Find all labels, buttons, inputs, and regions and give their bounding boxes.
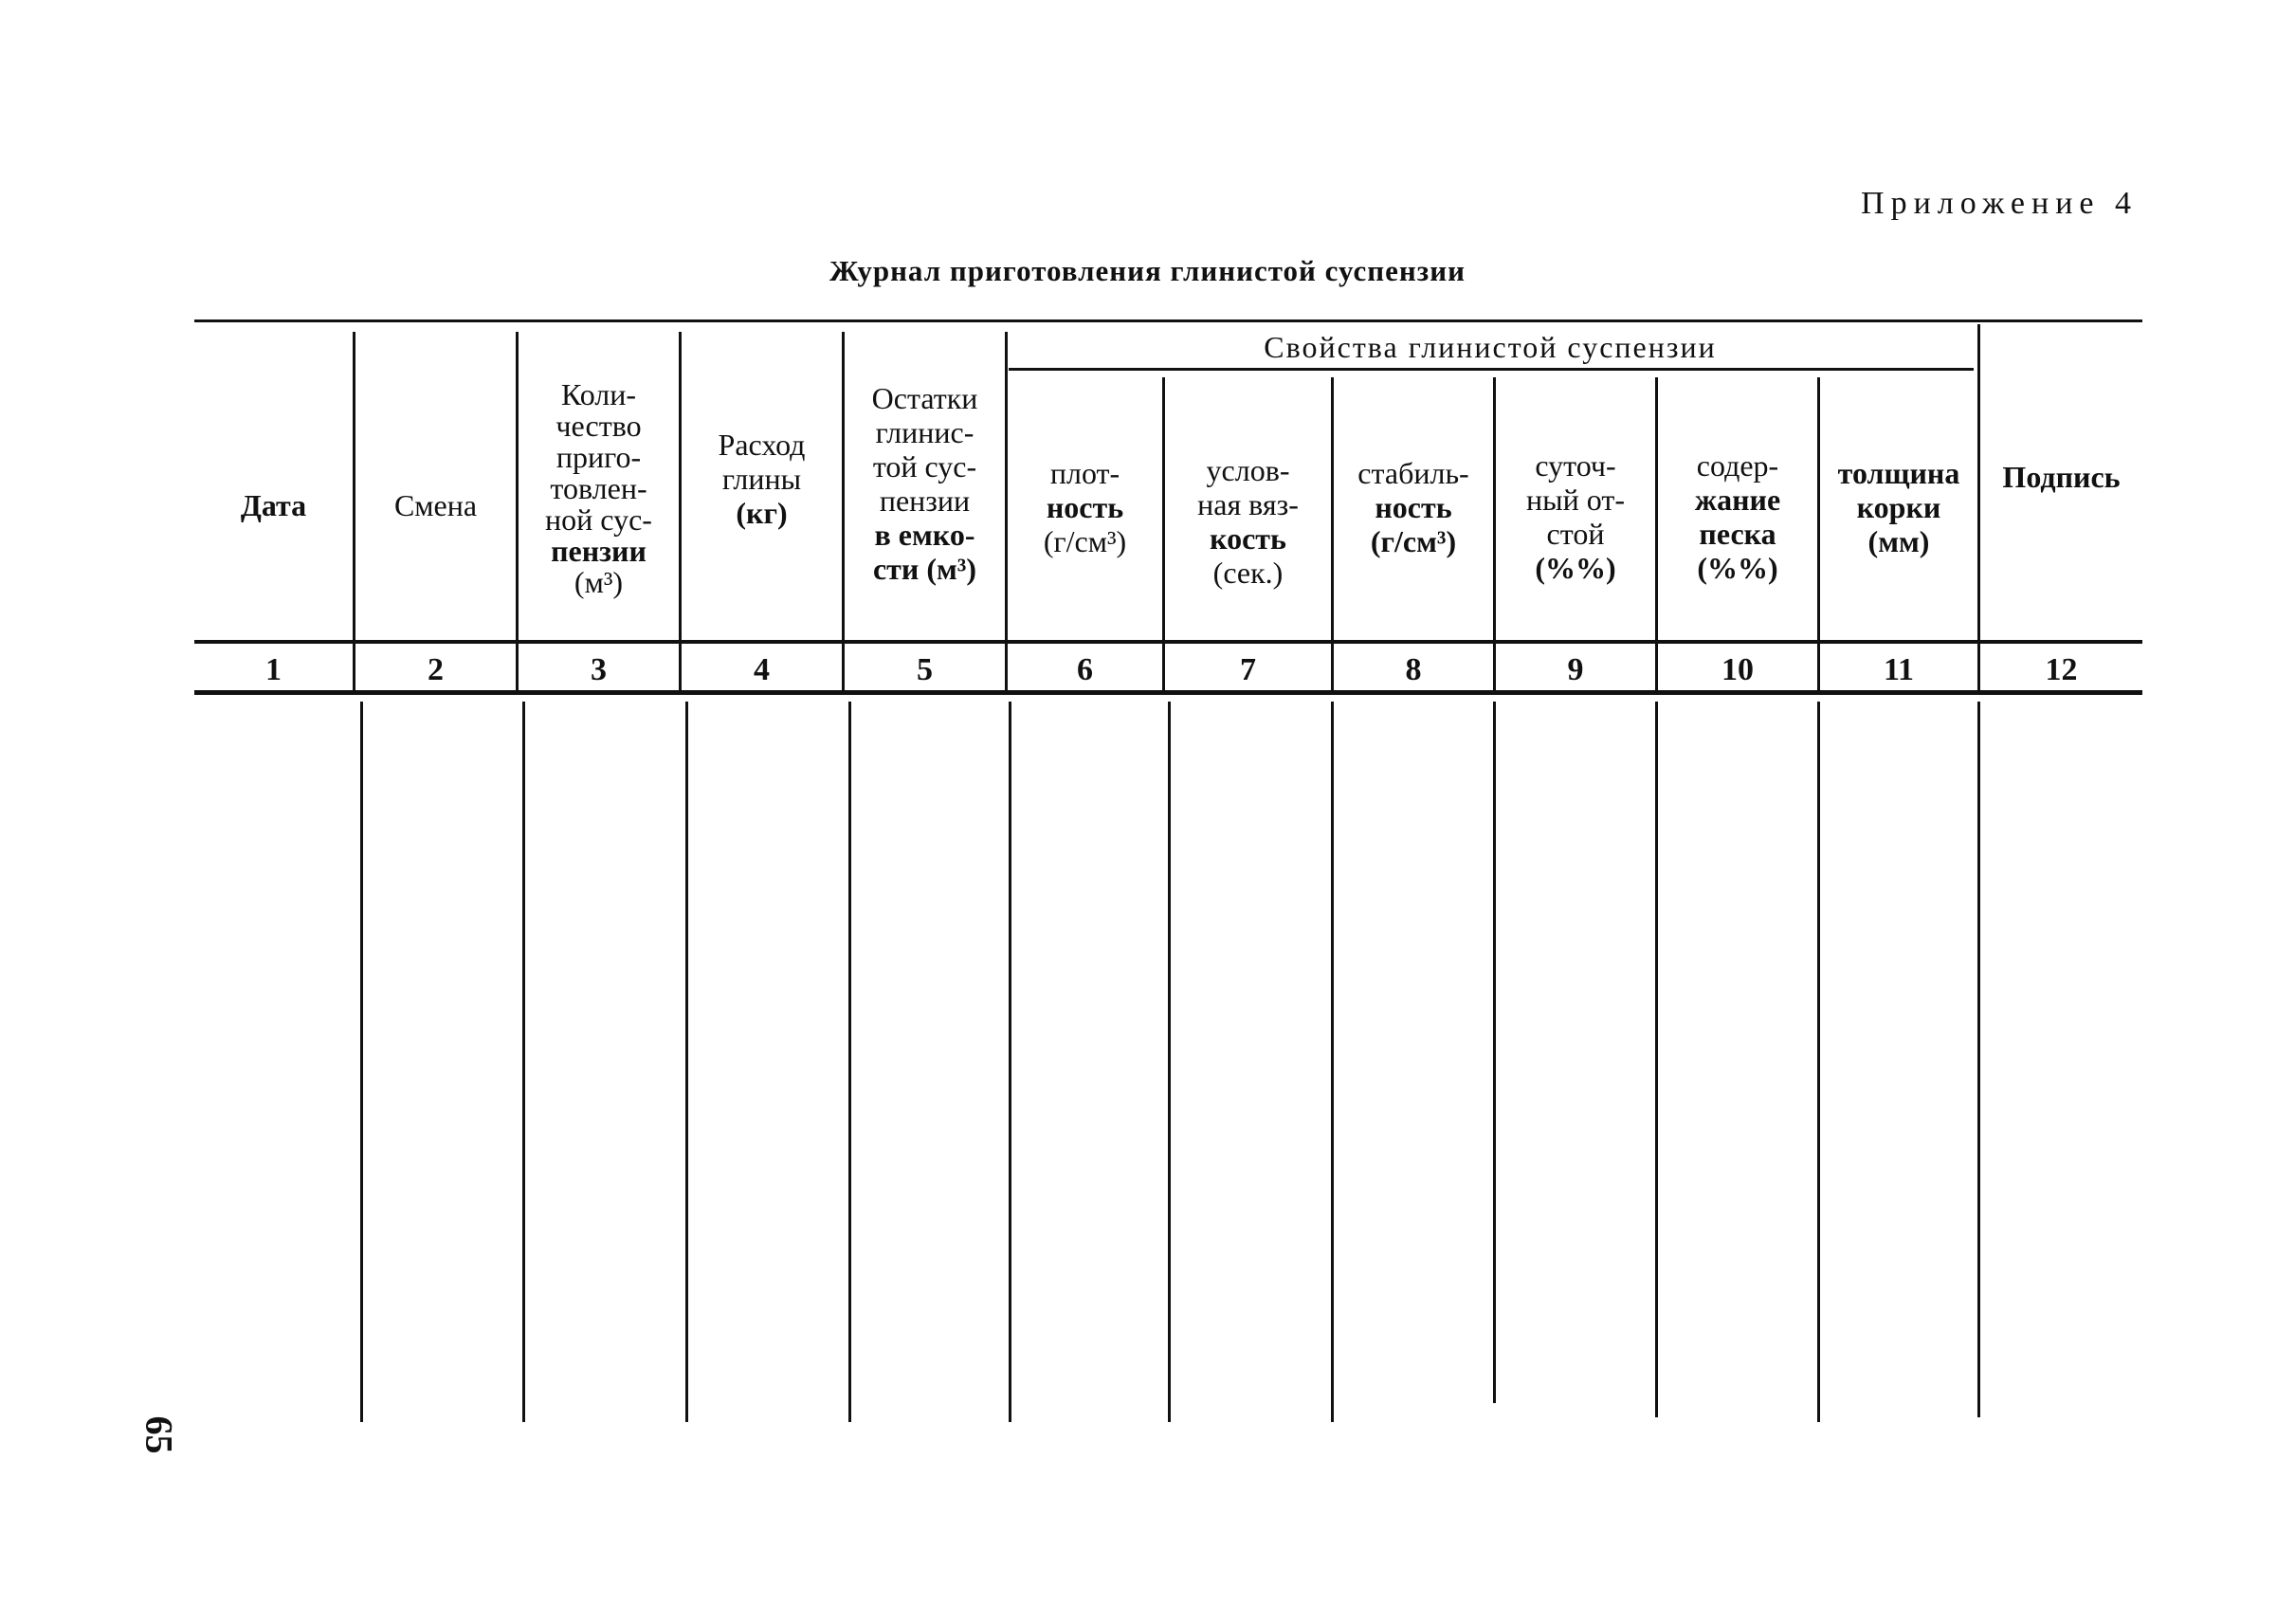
number-row-rule (194, 640, 2142, 644)
column-number: 7 (1240, 652, 1256, 687)
column-number: 12 (2045, 652, 2078, 687)
body-column-divider (1168, 702, 1171, 1422)
page-title: Журнал приготовления глинистой суспензии (829, 254, 1466, 287)
header-line: (сек.) (1212, 556, 1284, 590)
column-number: 6 (1077, 652, 1093, 687)
header-line: толщина (1837, 456, 1960, 490)
body-column-divider (360, 702, 363, 1422)
header-line: Смена (393, 487, 478, 522)
body-column-divider (1493, 702, 1496, 1403)
header-line: Расход (718, 428, 806, 462)
header-line: стой (1546, 517, 1605, 551)
header-line: стабиль- (1357, 456, 1469, 490)
header-line: пензии (879, 484, 971, 518)
header-line: ная вяз- (1197, 487, 1299, 521)
header-line: той сус- (872, 449, 977, 484)
column-number: 8 (1405, 652, 1422, 687)
column-number: 1 (265, 652, 282, 687)
header-line: (г/см³) (1043, 524, 1127, 558)
header-line: пензии (551, 533, 647, 568)
header-line: Коли- (560, 376, 637, 411)
column-number: 10 (1721, 652, 1754, 687)
header-sand-content (1658, 441, 1817, 593)
column-number: 3 (591, 652, 607, 687)
header-density (1008, 446, 1162, 569)
header-line: жание (1694, 483, 1781, 517)
body-column-divider (522, 702, 525, 1422)
column-number: 5 (917, 652, 933, 687)
header-quantity (519, 351, 679, 626)
header-date (194, 374, 353, 635)
body-column-divider (1817, 702, 1820, 1422)
header-line: Дата (240, 487, 307, 522)
header-line: (м³) (574, 564, 624, 599)
header-line: приго- (556, 439, 642, 474)
header-line: услов- (1206, 453, 1290, 487)
column-number: 4 (754, 652, 770, 687)
header-line: содер- (1696, 448, 1779, 483)
header-line: глинис- (875, 415, 974, 449)
appendix-label: Приложение 4 (1861, 186, 2138, 221)
column-number: 2 (428, 652, 444, 687)
column-number: 9 (1567, 652, 1584, 687)
header-line: товлен- (550, 470, 647, 505)
group-header: Свойства глинистой суспензии (1264, 330, 1717, 364)
header-line: ность (1046, 490, 1124, 524)
header-line: Подпись (2002, 459, 2121, 494)
header-line: Остатки (871, 381, 978, 415)
body-column-divider (1331, 702, 1334, 1422)
table-top-rule (194, 319, 2142, 322)
header-remaining-suspension (845, 370, 1005, 597)
header-line: (кг) (736, 496, 788, 530)
header-line: ность (1375, 490, 1452, 524)
header-shift (355, 374, 516, 635)
header-line: чество (556, 408, 642, 443)
header-viscosity (1165, 446, 1331, 597)
header-line: ной сус- (545, 502, 652, 537)
header-line: (г/см³) (1370, 524, 1457, 558)
header-line: (%%) (1535, 551, 1616, 585)
header-line: ный от- (1526, 483, 1625, 517)
body-column-divider (1977, 702, 1980, 1417)
header-line: суточ- (1535, 448, 1616, 483)
header-line: плот- (1049, 456, 1120, 490)
table-header-bottom-rule (194, 690, 2142, 695)
column-number: 11 (1883, 652, 1915, 687)
body-column-divider (848, 702, 851, 1422)
page-number: 65 (137, 1415, 181, 1454)
body-column-divider (1655, 702, 1658, 1417)
header-cake-thickness (1820, 446, 1977, 569)
header-line: (мм) (1867, 524, 1930, 558)
header-signature (1980, 374, 2142, 578)
header-line: корки (1856, 490, 1941, 524)
header-daily-settling (1496, 441, 1655, 593)
body-column-divider (685, 702, 688, 1422)
header-line: песка (1699, 517, 1776, 551)
group-header-rule (1009, 368, 1974, 371)
header-line: кость (1210, 521, 1286, 556)
header-clay-consumption (682, 408, 842, 550)
header-line: глины (721, 462, 802, 496)
header-stability (1334, 446, 1493, 569)
header-line: сти (м³) (872, 552, 977, 586)
body-column-divider (1009, 702, 1011, 1422)
header-line: в емко- (874, 518, 975, 552)
header-line: (%%) (1697, 551, 1778, 585)
